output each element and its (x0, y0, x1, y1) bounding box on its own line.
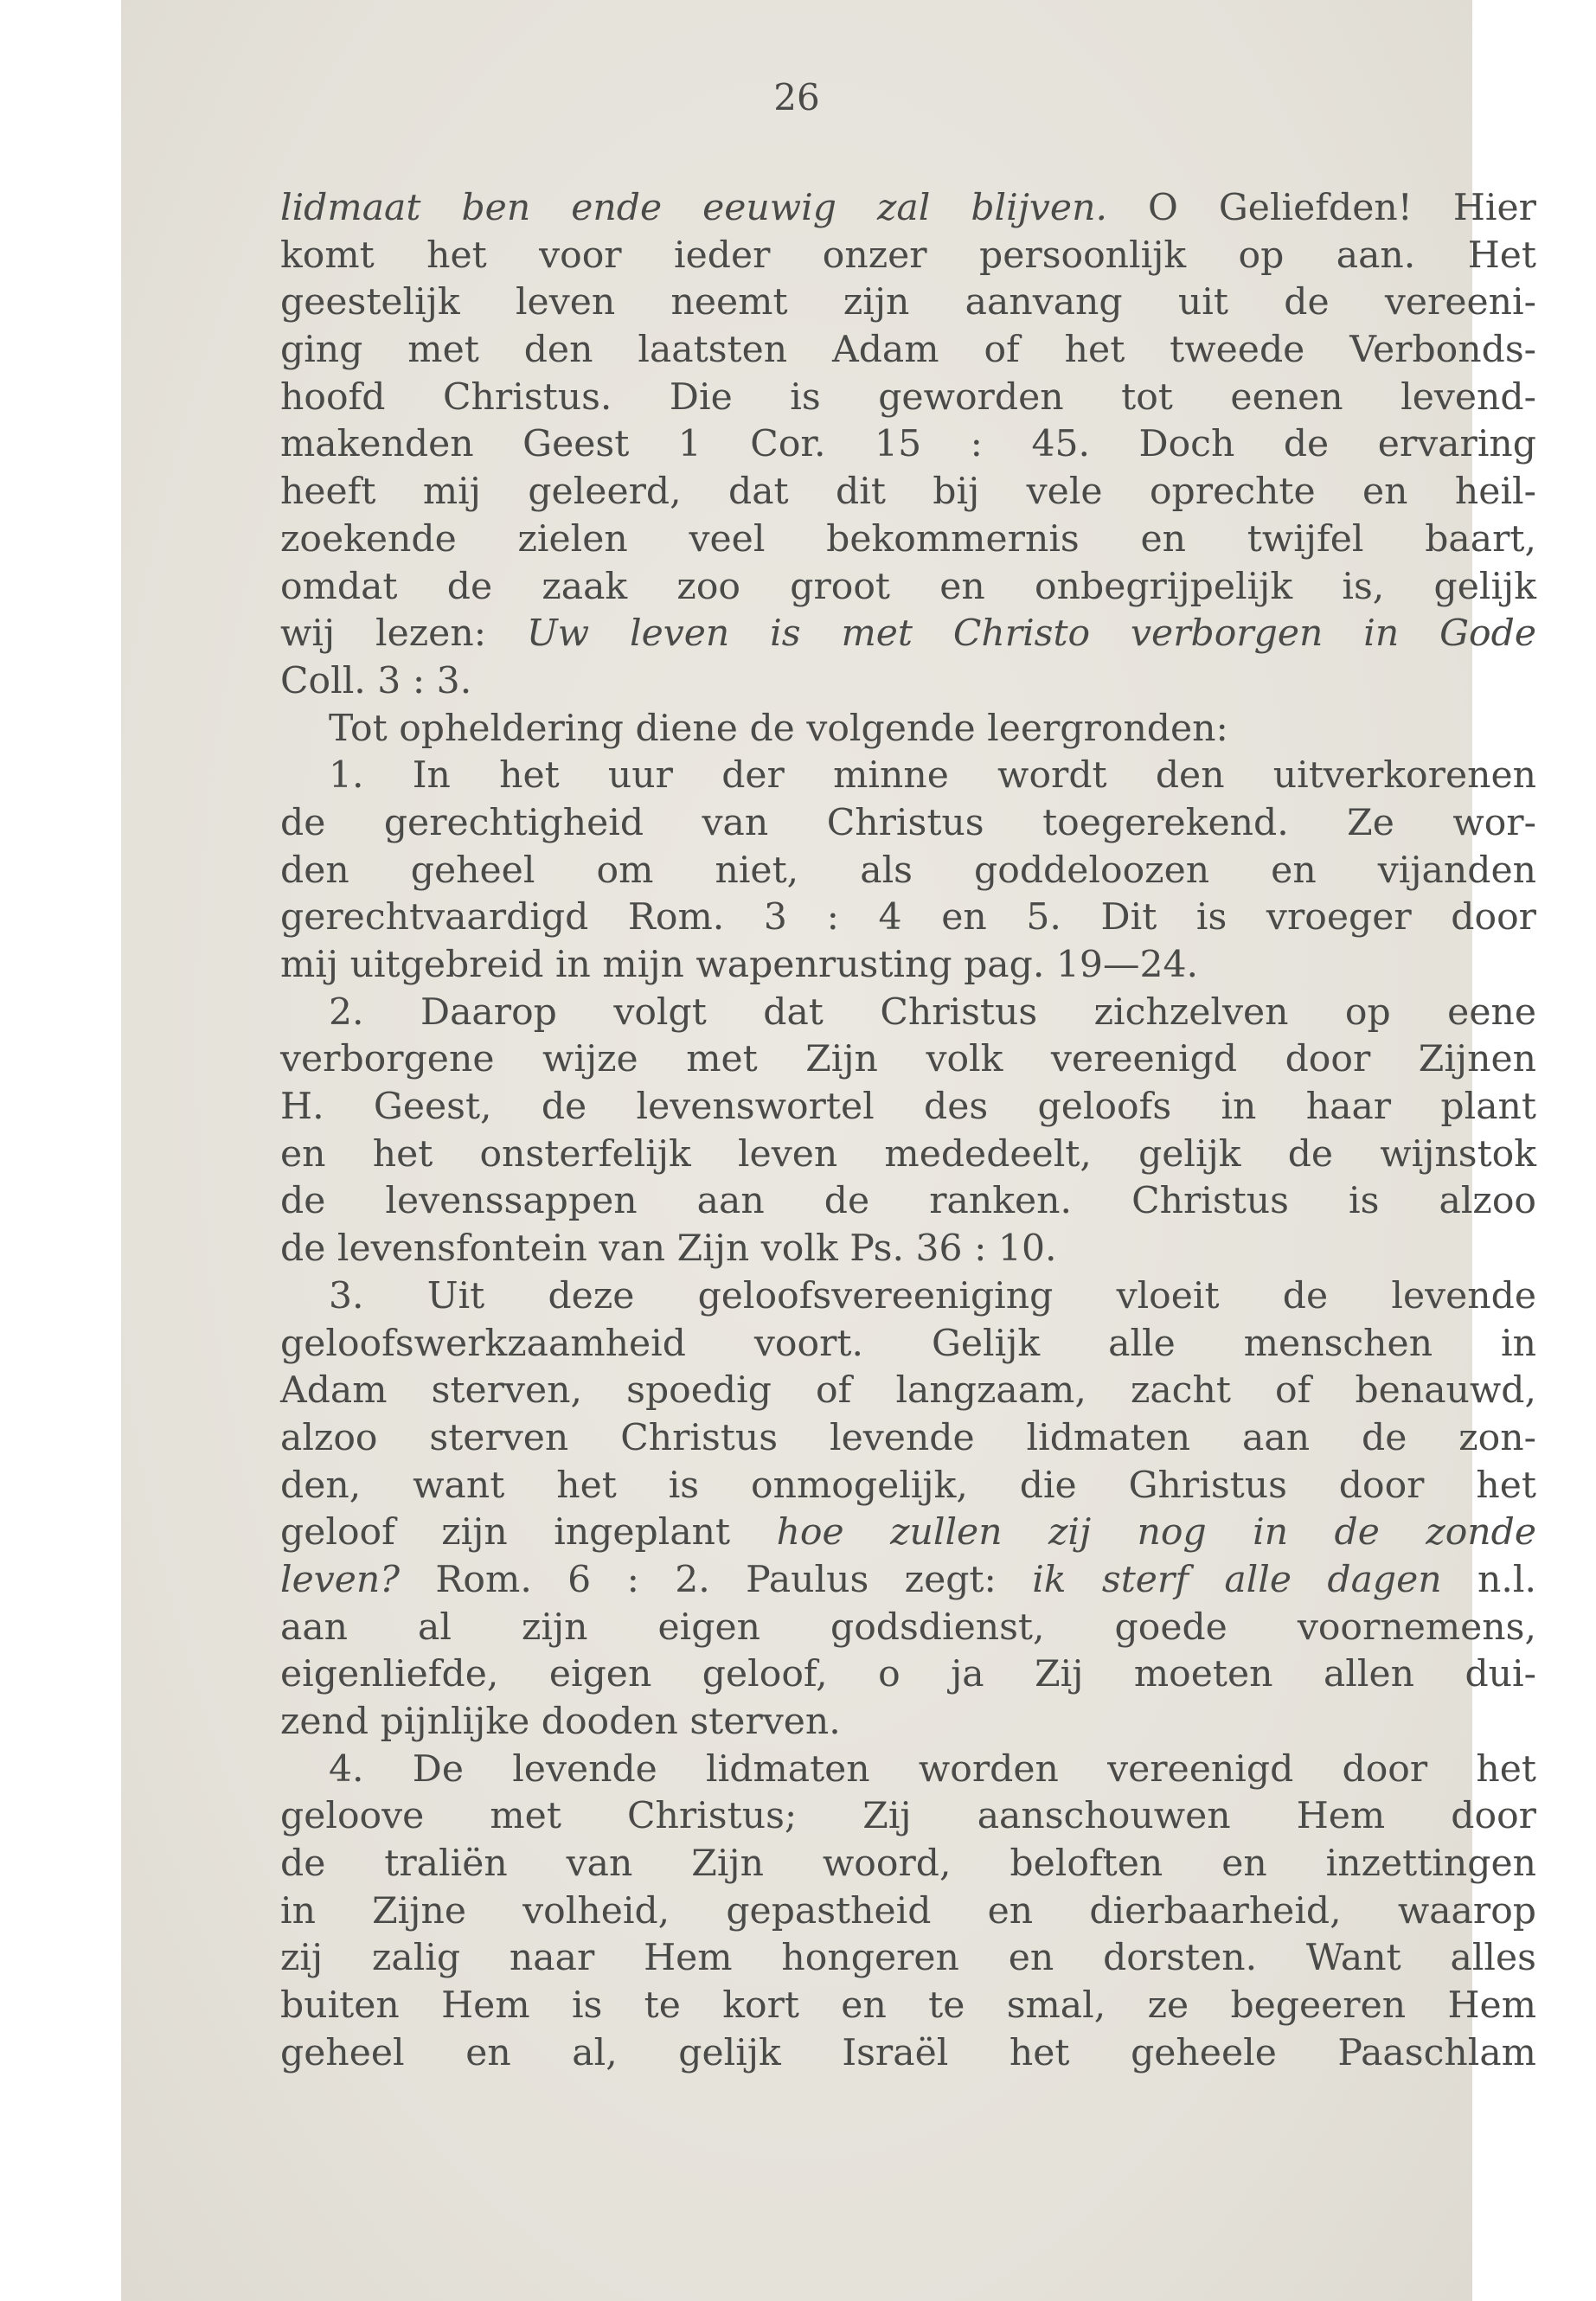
text-line (280, 2030, 1536, 2078)
text-line (280, 1463, 1536, 1510)
text-line (280, 800, 1536, 848)
italic-text: hoe zullen zij nog in de zonde (776, 1511, 1537, 1554)
text-line (280, 185, 1536, 233)
text-run: geheel en al, gelijk Israël het geheele Paaschlam (280, 2031, 1536, 2074)
text-line (280, 1178, 1536, 1226)
text-run: n.l. (1441, 1558, 1536, 1601)
body-text (280, 185, 1536, 2078)
text-line (280, 233, 1536, 280)
text-line (280, 1368, 1536, 1415)
text-run: Rom. 6 : 2. Paulus zegt: (400, 1558, 1033, 1601)
italic-text: lidmaat ben ende eeuwig zal blijven. (280, 187, 1107, 229)
text-line (280, 1605, 1536, 1652)
text-run: geloove met Christus; Zij aanschouwen Hem door (280, 1795, 1536, 1838)
text-line (280, 894, 1536, 942)
text-line (280, 1699, 1536, 1747)
text-line (280, 1273, 1536, 1321)
text-run: makenden Geest 1 Cor. 15 : 45. Doch de ervaring (280, 423, 1536, 466)
text-line (280, 564, 1536, 612)
text-run: 3. Uit deze geloofsvereeniging vloeit de levende (329, 1274, 1536, 1317)
text-line (280, 611, 1536, 658)
text-line (280, 1509, 1536, 1557)
text-run: omdat de zaak zoo groot en onbegrijpelijk is, gelijk (280, 565, 1536, 608)
text-run: geestelijk leven neemt zijn aanvang uit de vereeni- (280, 281, 1536, 324)
text-line (280, 1888, 1536, 1936)
text-line (280, 1935, 1536, 1983)
text-run: 1. In het uur der minne wordt den uitverkorenen (329, 754, 1536, 798)
text-run: geloof zijn ingeplant (280, 1511, 777, 1554)
text-run: wij lezen: (280, 612, 527, 656)
text-run: de levenssappen aan de ranken. Christus is alzoo (280, 1180, 1536, 1223)
text-line (280, 1084, 1536, 1131)
text-run: komt het voor ieder onzer persoonlijk op aan. Het (280, 234, 1536, 277)
text-run: hoofd Christus. Die is geworden tot eenen levend- (280, 375, 1536, 419)
text-run: Coll. 3 : 3. (280, 659, 472, 702)
text-line (280, 1983, 1536, 2030)
text-line (280, 1131, 1536, 1179)
text-run: gerechtvaardigd Rom. 3 : 4 en 5. Dit is vroeger door (280, 896, 1536, 939)
text-run: 4. De levende lidmaten worden vereenigd door het (329, 1747, 1536, 1791)
text-run: alzoo sterven Christus levende lidmaten aan de zon- (280, 1416, 1536, 1459)
text-run: de traliën van Zijn woord, beloften en inzettingen (280, 1843, 1536, 1886)
text-run: zoekende zielen veel bekommernis en twijfel baart, (280, 517, 1536, 561)
text-line (280, 1226, 1536, 1273)
text-run: geloofswerkzaamheid voort. Gelijk alle menschen in (280, 1322, 1536, 1365)
text-line (280, 1321, 1536, 1368)
text-run: mij uitgebreid in mijn wapenrusting pag. 19—24. (280, 944, 1199, 986)
text-line (280, 990, 1536, 1037)
book-page (121, 0, 1537, 2301)
text-run: den geheel om niet, als goddeloozen en vijanden (280, 849, 1536, 892)
text-line (280, 658, 1536, 706)
text-line (280, 1793, 1536, 1841)
italic-text: ik sterf alle dagen (1032, 1558, 1442, 1601)
text-run: zij zalig naar Hem hongeren en dorsten. Want alles (280, 1937, 1536, 1980)
text-line (280, 279, 1536, 327)
text-line (280, 1841, 1536, 1888)
text-run: ging met den laatsten Adam of het tweede Verbonds- (280, 329, 1536, 372)
text-line (280, 469, 1536, 516)
text-run: heeft mij geleerd, dat dit bij vele oprechte en heil- (280, 471, 1536, 514)
text-line (280, 375, 1536, 422)
text-run: 2. Daarop volgt dat Christus zichzelven op eene (329, 990, 1536, 1034)
text-line (280, 327, 1536, 375)
text-run: eigenliefde, eigen geloof, o ja Zij moeten allen dui- (280, 1653, 1536, 1696)
text-line (280, 942, 1536, 990)
text-run: Tot opheldering diene de volgende leergronden: (329, 707, 1228, 750)
text-line (280, 1747, 1536, 1794)
text-run: in Zijne volheid, gepastheid en dierbaarheid, waarop (280, 1889, 1536, 1932)
text-line (280, 421, 1536, 469)
text-run: de gerechtigheid van Christus toegerekend. Ze wor- (280, 801, 1536, 844)
text-run: en het onsterfelijk leven mededeelt, gelijk de wijnstok (280, 1132, 1536, 1176)
text-run: Adam sterven, spoedig of langzaam, zacht of benauwd, (280, 1369, 1536, 1413)
text-run: den, want het is onmogelijk, die Ghristus door het (280, 1464, 1536, 1507)
text-line (280, 1557, 1536, 1605)
text-run: buiten Hem is te kort en te smal, ze begeeren Hem (280, 1984, 1536, 2028)
italic-text: Uw leven is met Christo verborgen in Gode (526, 612, 1536, 656)
italic-text: leven? (280, 1558, 401, 1601)
text-line (280, 1415, 1536, 1463)
text-run: de levensfontein van Zijn volk Ps. 36 : 10. (280, 1227, 1057, 1271)
text-run: H. Geest, de levenswortel des geloofs in haar plant (280, 1086, 1536, 1129)
text-line (280, 1036, 1536, 1084)
text-run: verborgene wijze met Zijn volk vereenigd door Zijnen (280, 1038, 1536, 1081)
text-line (280, 706, 1536, 753)
text-run: zend pijnlijke dooden sterven. (280, 1701, 841, 1743)
text-line (280, 848, 1536, 895)
text-run: aan al zijn eigen godsdienst, goede voornemens, (280, 1606, 1536, 1649)
text-line (280, 1651, 1536, 1699)
text-line (280, 516, 1536, 564)
text-line (280, 753, 1536, 800)
page-number: 26 (773, 76, 820, 119)
text-run: O Geliefden! Hier (1106, 187, 1536, 229)
